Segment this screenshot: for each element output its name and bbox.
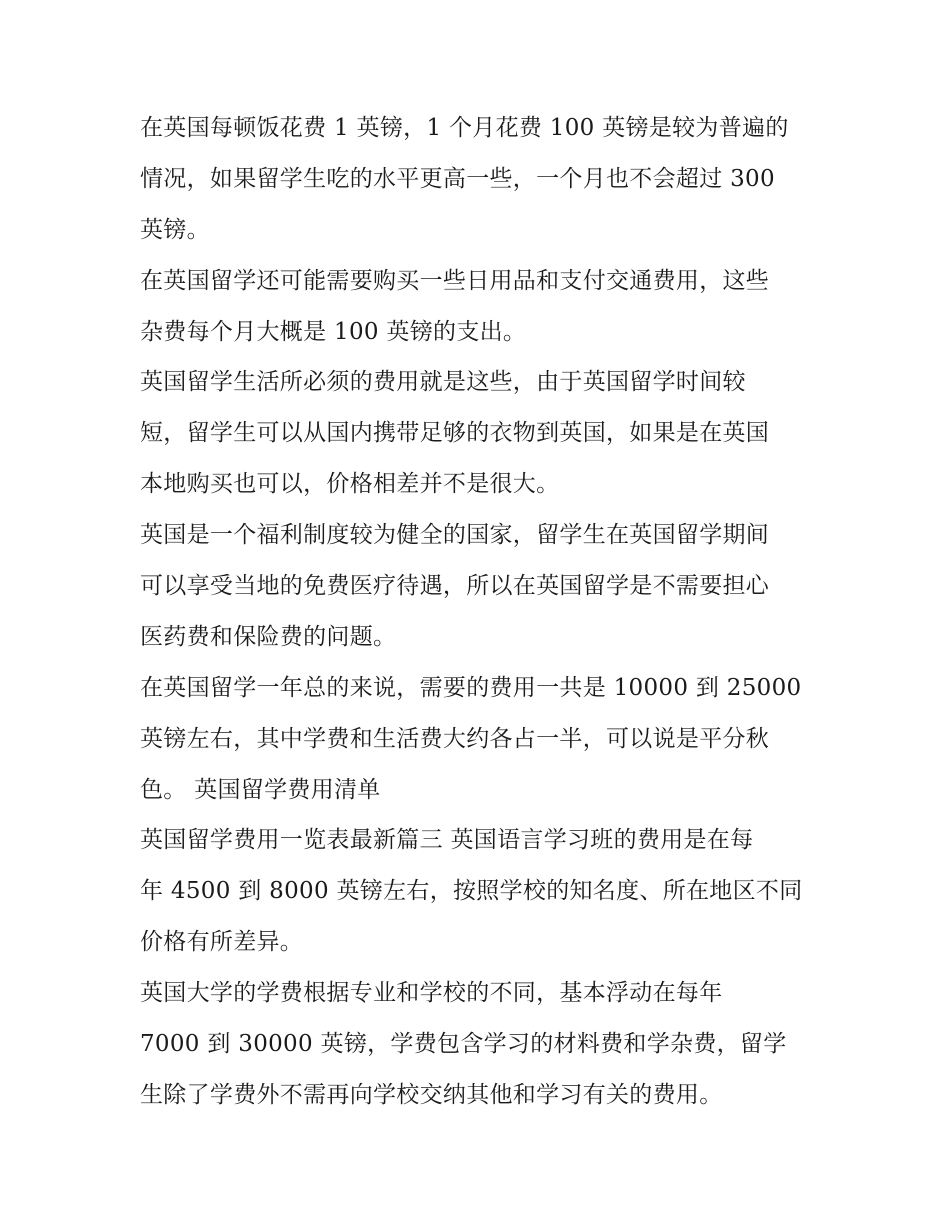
text-line: 本地购买也可以，价格相差并不是很大。: [140, 471, 560, 498]
text-line: 在英国每顿饭花费 1 英镑，1 个月花费 100 英镑是较为普遍的: [140, 115, 789, 141]
text-line: 杂费每个月大概是 100 英镑的支出。: [140, 318, 527, 345]
document-body: [140, 103, 820, 1121]
text-line: 短，留学生可以从国内携带足够的衣物到英国，如果是在英国: [140, 420, 770, 447]
text-line: 英镑左右，其中学费和生活费大约各占一半，可以说是平分秋: [140, 725, 770, 752]
text-line: 情况，如果留学生吃的水平更高一些，一个月也不会超过 300: [140, 165, 775, 192]
text-line: 色。 英国留学费用清单: [140, 776, 381, 803]
text-line: 英国留学费用一览表最新篇三 英国语言学习班的费用是在每: [140, 827, 754, 854]
text-line: 英镑。: [140, 216, 210, 243]
paragraph-university-tuition: [140, 968, 820, 1121]
paragraph-meal-costs: [140, 103, 820, 256]
text-line: 可以享受当地的免费医疗待遇，所以在英国留学是不需要担心: [140, 573, 770, 600]
text-line: 7000 到 30000 英镑，学费包含学习的材料费和学杂费，留学: [140, 1031, 787, 1058]
text-line: 英国大学的学费根据专业和学校的不同，基本浮动在每年: [140, 980, 723, 1007]
text-line: 医药费和保险费的问题。: [140, 623, 397, 650]
paragraph-living-necessities: [140, 357, 820, 510]
text-line: 生除了学费外不需再向学校交纳其他和学习有关的费用。: [140, 1081, 723, 1108]
text-line: 年 4500 到 8000 英镑左右，按照学校的知名度、所在地区不同: [140, 878, 803, 905]
paragraph-welfare-medical: [140, 510, 820, 663]
text-line: 价格有所差异。: [140, 929, 304, 956]
text-line: 在英国留学还可能需要购买一些日用品和支付交通费用，这些: [140, 267, 770, 294]
paragraph-language-course: [140, 815, 820, 968]
text-line: 在英国留学一年总的来说，需要的费用一共是 10000 到 25000: [140, 674, 802, 701]
paragraph-misc-costs: [140, 256, 820, 358]
text-line: 英国是一个福利制度较为健全的国家，留学生在英国留学期间: [140, 522, 770, 549]
text-line: 英国留学生活所必须的费用就是这些，由于英国留学时间较: [140, 369, 746, 396]
paragraph-annual-total: [140, 663, 820, 816]
